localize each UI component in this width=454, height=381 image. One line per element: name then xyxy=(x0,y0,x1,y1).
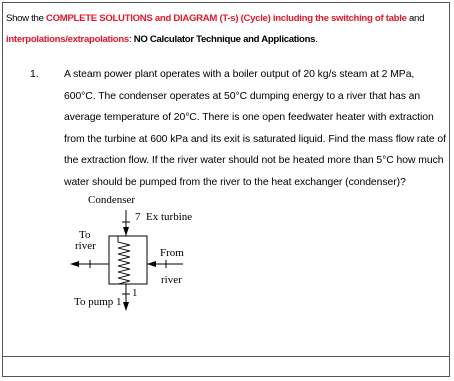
header-highlight-solutions: COMPLETE SOLUTIONS and DIAGRAM (T-s) (Cycle) including the switching of table xyxy=(45,13,407,24)
river-out-arrow xyxy=(70,261,79,267)
header-highlight-interpolations: interpolations/extrapolations xyxy=(6,34,129,45)
to-river-label-2: river xyxy=(75,240,96,252)
steam-inlet-arrow xyxy=(123,227,129,236)
header-mid: and xyxy=(406,13,425,24)
diagram-title: Condenser xyxy=(88,194,136,206)
bottom-divider xyxy=(2,356,450,357)
problem-number: 1. xyxy=(30,69,39,80)
header-colon: : xyxy=(128,34,134,45)
river-in-arrow xyxy=(147,261,156,267)
outlet-arrow xyxy=(123,302,129,311)
from-river-label-2: river xyxy=(161,274,182,286)
condenser-coil xyxy=(118,236,130,284)
state-7-label: 7 xyxy=(135,211,141,223)
problem-text: A steam power plant operates with a boiler output of 20 kg/s steam at 2 MPa, 600°C. The condenser operates at 50°C dumping energy to a river that has an average temperature of 20°C. There is one open feedwater heater with extraction from the turbine at 600 kPa and its exit is saturated liquid. Find the mass flow rate of the extraction flow. If the river water should not be heated more than 5°C how much water should be pumped from the river to the heat exchanger (condenser)? xyxy=(64,69,446,188)
ex-turbine-label: Ex turbine xyxy=(146,211,193,223)
to-pump-label: To pump 1 xyxy=(74,296,122,308)
header-prefix: Show the xyxy=(6,13,46,24)
header-end: . xyxy=(315,34,318,45)
state-1-label: 1 xyxy=(132,287,138,299)
header-bold-tail: NO Calculator Technique and Applications xyxy=(133,34,316,45)
condenser-diagram xyxy=(60,192,230,322)
from-river-label-1: From xyxy=(160,247,184,259)
instructions-header xyxy=(6,8,444,50)
condenser-box xyxy=(109,236,147,284)
to-river-label-1: To xyxy=(79,229,91,241)
